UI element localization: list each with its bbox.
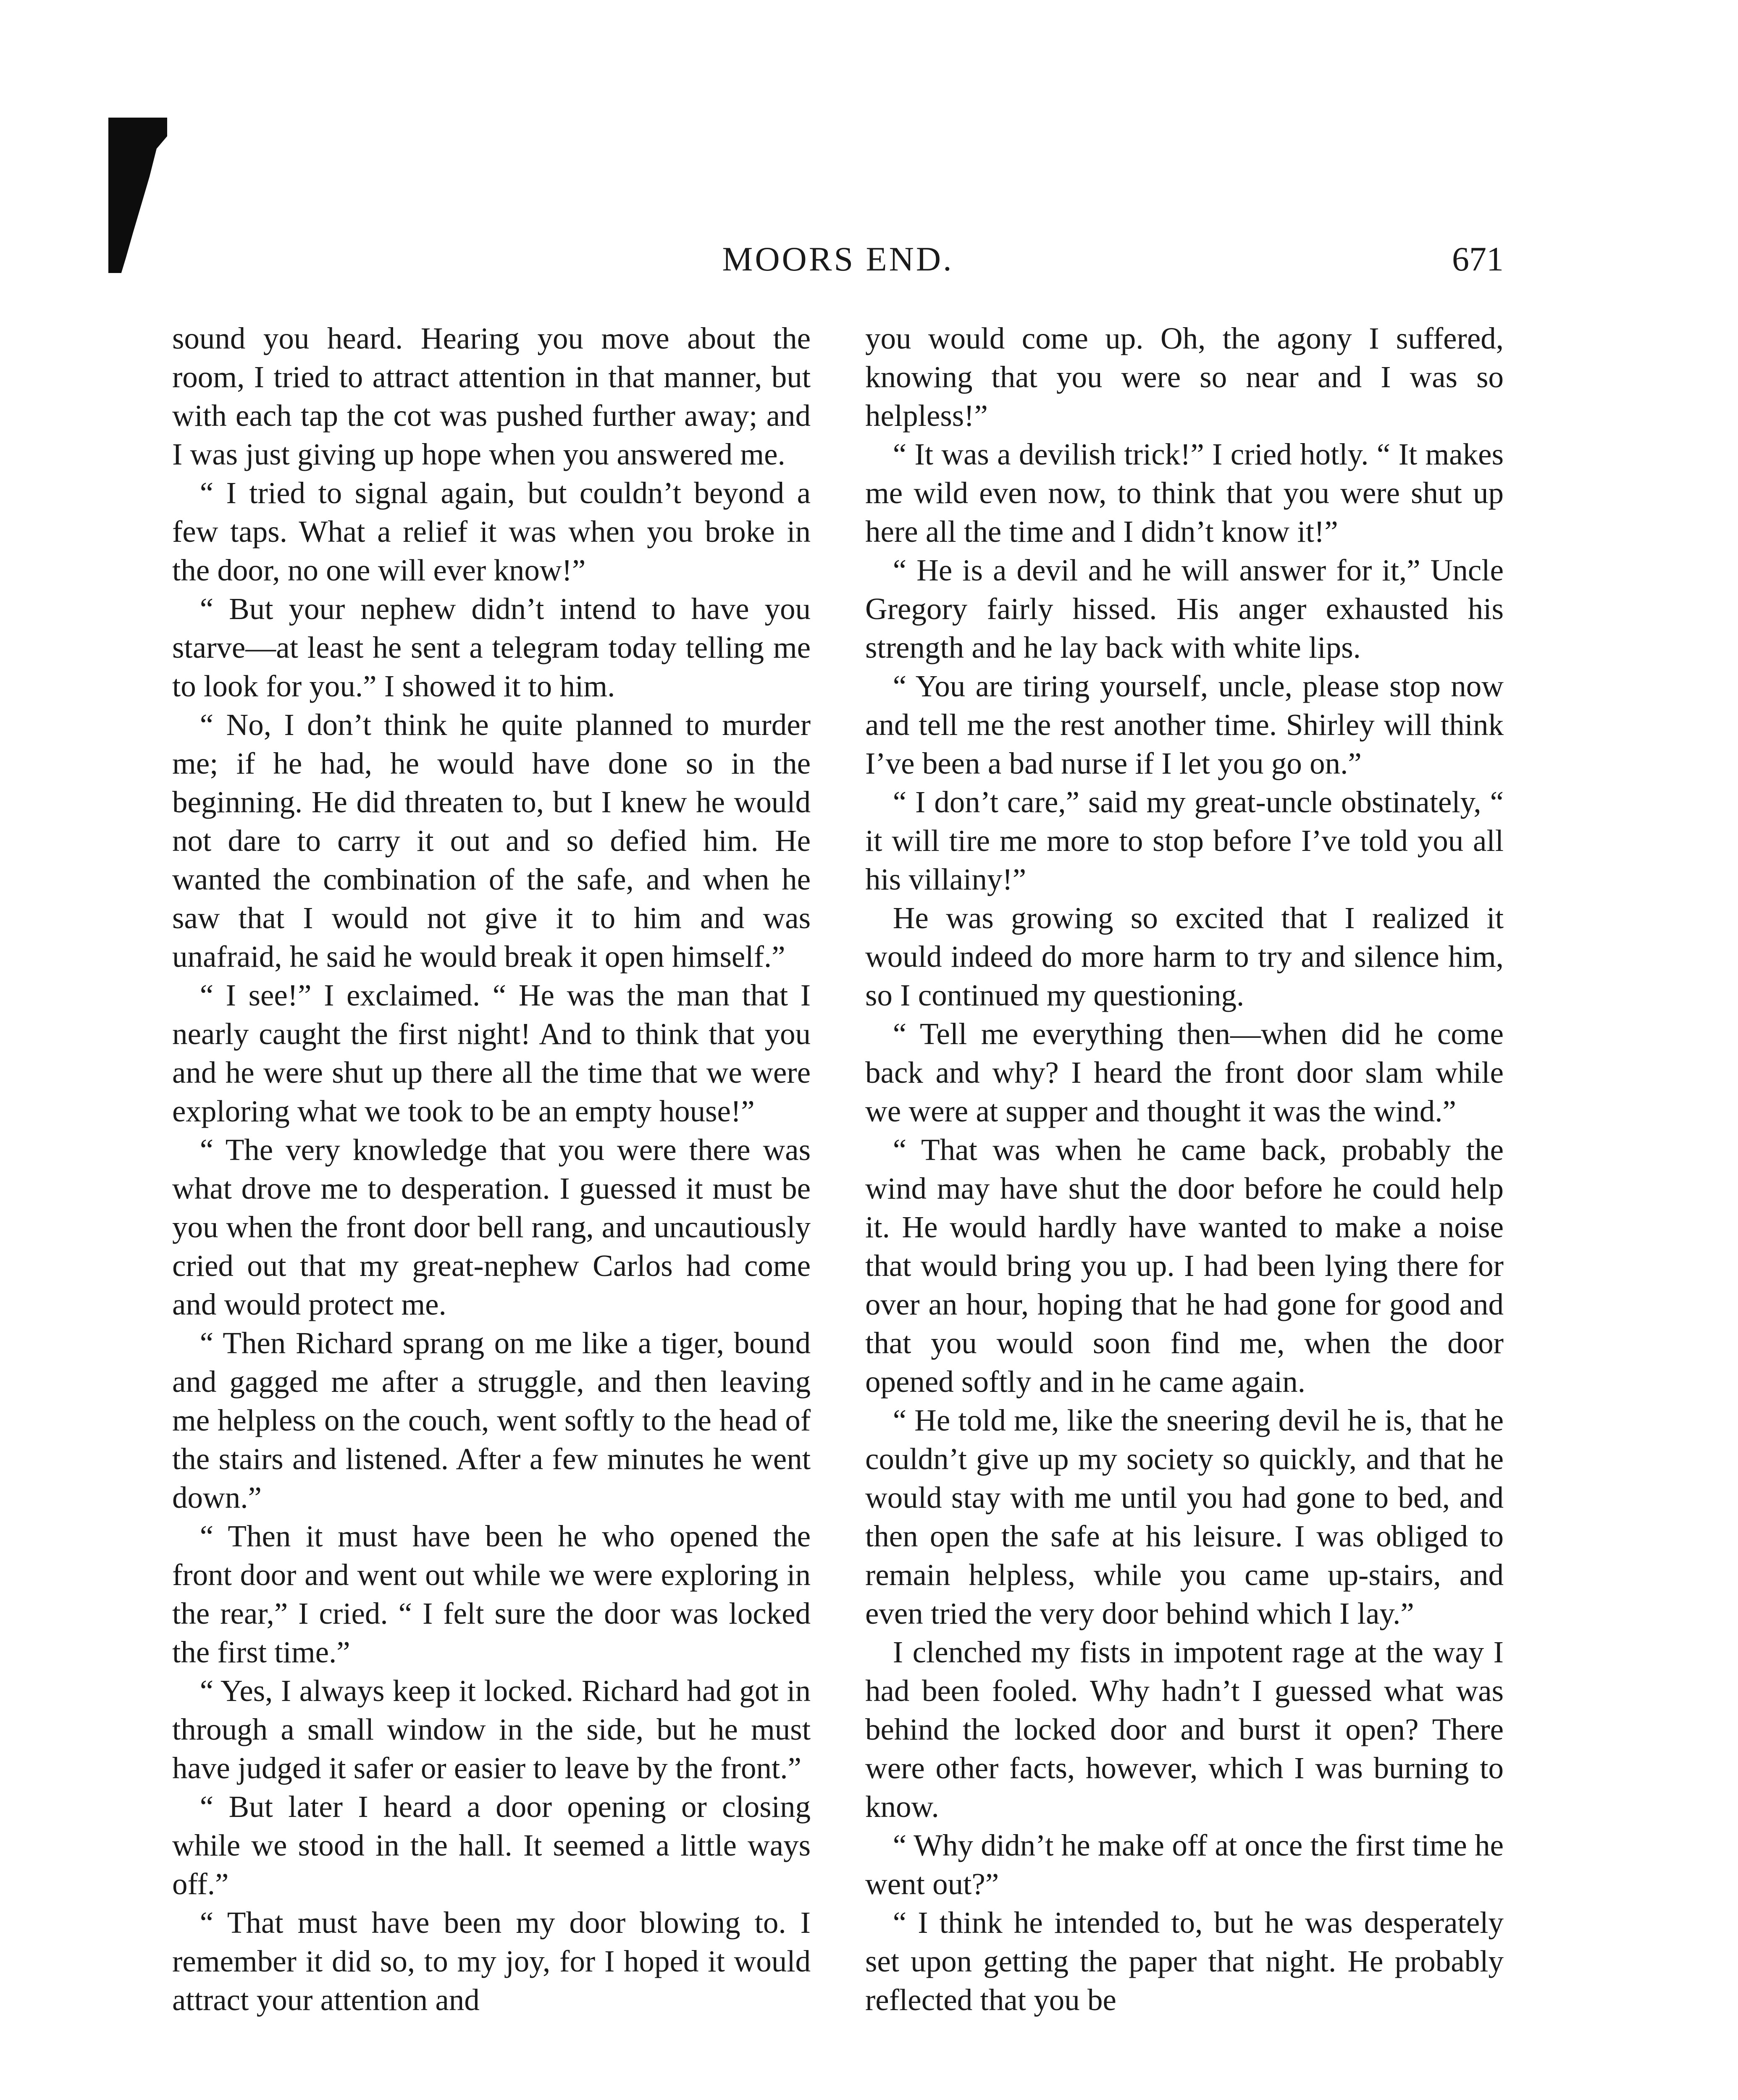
paragraph: “ You are tiring yourself, uncle, please stop now and tell me the rest another time. Shirley will think I’ve been a bad nurse if I let you go on.” — [865, 669, 1504, 780]
scan-edge-mark — [108, 118, 167, 273]
paragraph: sound you heard. Hearing you move about the room, I tried to attract attention in that manner, but with each tap the cot was pushed further away; and I was just giving up hope when you answered me. — [172, 321, 811, 471]
paragraph: He was growing so excited that I realized it would indeed do more harm to try and silence him, so I continued my questioning. — [865, 901, 1504, 1012]
paragraph: I clenched my fists in impotent rage at the way I had been fooled. Why hadn’t I guessed what was behind the locked door and burst it open? There were other facts, however, which I was burning to know. — [865, 1635, 1504, 1824]
paragraph: “ But your nephew didn’t intend to have you starve—at least he sent a telegram today telling me to look for you.” I showed it to him. — [172, 592, 811, 703]
paragraph: you would come up. Oh, the agony I suffered, knowing that you were so near and I was so helpless!” — [865, 321, 1504, 433]
paragraph: “ It was a devilish trick!” I cried hotly. “ It makes me wild even now, to think that you were shut up here all the time and I didn’t know it!” — [865, 437, 1504, 549]
paragraph: “ Yes, I always keep it locked. Richard had got in through a small window in the side, but he must have judged it safer or easier to leave by the front.” — [172, 1674, 811, 1785]
paragraph: “ Tell me everything then—when did he come back and why? I heard the front door slam while we were at supper and thought it was the wind.” — [865, 1017, 1504, 1128]
paragraph: “ I see!” I exclaimed. “ He was the man that I nearly caught the first night! And to think that you and he were shut up there all the time that we were exploring what we took to be an empty house!” — [172, 978, 811, 1128]
paragraph: “ But later I heard a door opening or closing while we stood in the hall. It seemed a little ways off.” — [172, 1790, 811, 1901]
paragraph: “ I tried to signal again, but couldn’t beyond a few taps. What a relief it was when you broke in the door, no one will ever know!” — [172, 476, 811, 587]
page-header — [172, 235, 1504, 298]
left-column — [172, 319, 811, 2100]
paragraph: “ That was when he came back, probably the wind may have shut the door before he could help it. He would hardly have wanted to make a noise that would bring you up. I had been lying there for over an hour, hoping that he had gone for good and that you would soon find me, when the door opened softly and in he came again. — [865, 1133, 1504, 1399]
paragraph: “ He told me, like the sneering devil he is, that he couldn’t give up my society so quickly, and that he would stay with me until you had gone to bed, and then open the safe at his leisure. I was obliged to remain helpless, while you came up-stairs, and even tried the very door behind which I lay.” — [865, 1403, 1504, 1630]
paragraph: “ Then Richard sprang on me like a tiger, bound and gagged me after a struggle, and then leaving me helpless on the couch, went softly to the head of the stairs and listened. After a few minutes he went down.” — [172, 1326, 811, 1515]
paragraph: “ He is a devil and he will answer for it,” Uncle Gregory fairly hissed. His anger exhausted his strength and he lay back with white lips. — [865, 553, 1504, 664]
running-title: MOORS END. — [722, 240, 954, 278]
paragraph: “ I think he intended to, but he was desperately set upon getting the paper that night. He probably reflected that you be — [865, 1906, 1504, 2017]
paragraph: “ I don’t care,” said my great-uncle obstinately, “ it will tire me more to stop before I’ve told you all his villainy!” — [865, 785, 1504, 896]
right-column — [865, 319, 1504, 2100]
paragraph: “ No, I don’t think he quite planned to murder me; if he had, he would have done so in the beginning. He did threaten to, but I knew he would not dare to carry it out and so defied him. He wanted the combination of the safe, and when he saw that I would not give it to him and was unafraid, he said he would break it open himself.” — [172, 708, 811, 974]
page-number: 671 — [1452, 240, 1504, 278]
paragraph: “ That must have been my door blowing to. I remember it did so, to my joy, for I hoped it would attract your attention and — [172, 1906, 811, 2017]
paragraph: “ The very knowledge that you were there was what drove me to desperation. I guessed it must be you when the front door bell rang, and uncautiously cried out that my great-nephew Carlos had come and would protect me. — [172, 1133, 811, 1321]
paragraph: “ Why didn’t he make off at once the first time he went out?” — [865, 1828, 1504, 1901]
paragraph: “ Then it must have been he who opened the front door and went out while we were exploring in the rear,” I cried. “ I felt sure the door was locked the first time.” — [172, 1519, 811, 1669]
text-columns — [172, 319, 1504, 2100]
